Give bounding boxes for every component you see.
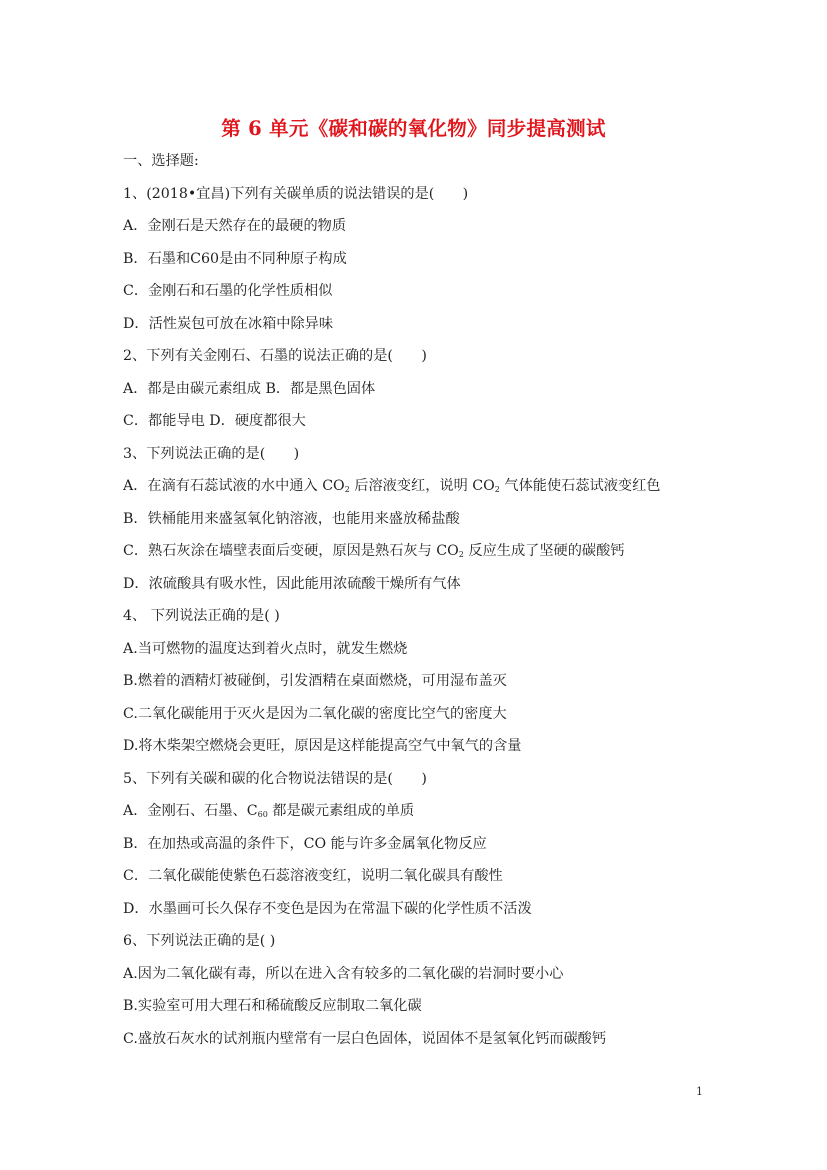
question-4-option-d: D.将木柴架空燃烧会更旺，原因是这样能提高空气中氧气的含量: [123, 738, 522, 754]
page-number: 1: [696, 1085, 703, 1098]
subscript: 2: [458, 550, 464, 559]
question-1-option-c: C．金刚石和石墨的化学性质相似: [123, 283, 333, 299]
question-2-option-ab: A．都是由碳元素组成 B．都是黑色固体: [123, 381, 376, 397]
question-3-option-c: [123, 542, 624, 560]
question-5-option-d: D．水墨画可长久保存不变色是因为在常温下碳的化学性质不活泼: [123, 901, 532, 917]
question-4-option-a: A.当可燃物的温度达到着火点时，就发生燃烧: [123, 641, 408, 657]
text-segment: A．金刚石、石墨、C: [123, 803, 258, 819]
question-4-stem: 4、 下列说法正确的是( ): [123, 608, 280, 624]
text-segment: C．熟石灰涂在墙壁表面后变硬，原因是熟石灰与 CO: [123, 543, 459, 559]
document-title: 第 6 单元《碳和碳的氧化物》同步提高测试: [221, 117, 606, 140]
text-segment: 都是碳元素组成的单质: [267, 803, 415, 819]
question-5-option-c: C．二氧化碳能使紫色石蕊溶液变红，说明二氧化碳具有酸性: [123, 868, 503, 884]
text-segment: 后溶液变红，说明 CO: [349, 478, 495, 494]
question-1-stem: 1、(2018•宜昌)下列有关碳单质的说法错误的是( ): [123, 186, 469, 202]
question-2-stem: 2、下列有关金刚石、石墨的说法正确的是( ): [123, 348, 427, 364]
question-3-option-b: B．铁桶能用来盛氢氧化钠溶液，也能用来盛放稀盐酸: [123, 511, 460, 527]
text-segment: 气体能使石蕊试液变红色: [499, 478, 661, 494]
question-4-option-b: B.燃着的酒精灯被碰倒，引发酒精在桌面燃烧，可用湿布盖灭: [123, 673, 507, 689]
question-6-stem: 6、下列说法正确的是( ): [123, 933, 276, 949]
section-heading: 一、选择题:: [123, 153, 199, 169]
question-3-stem: 3、下列说法正确的是( ): [123, 446, 300, 462]
question-3-option-a: [123, 477, 660, 495]
text-segment: 反应生成了坚硬的碳酸钙: [463, 543, 625, 559]
subscript: 2: [344, 485, 350, 494]
question-5-option-b: B．在加热或高温的条件下，CO 能与许多金属氧化物反应: [123, 836, 487, 852]
subscript: 2: [494, 485, 500, 494]
question-1-option-b: B．石墨和C60是由不同种原子构成: [123, 251, 347, 267]
question-6-option-a: A.因为二氧化碳有毒，所以在进入含有较多的二氧化碳的岩洞时要小心: [123, 966, 564, 982]
question-2-option-cd: C．都能导电 D．硬度都很大: [123, 413, 306, 429]
question-6-option-c: C.盛放石灰水的试剂瓶内壁常有一层白色固体，说固体不是氢氧化钙而碳酸钙: [123, 1031, 607, 1047]
question-6-option-b: B.实验室可用大理石和稀硫酸反应制取二氧化碳: [123, 998, 422, 1014]
text-segment: A．在滴有石蕊试液的水中通入 CO: [123, 478, 345, 494]
question-3-option-d: D．浓硫酸具有吸水性，因此能用浓硫酸干燥所有气体: [123, 576, 461, 592]
question-1-option-d: D．活性炭包可放在冰箱中除异味: [123, 316, 334, 332]
question-5-option-a: [123, 802, 414, 820]
subscript: 60: [257, 810, 268, 819]
question-5-stem: 5、下列有关碳和碳的化合物说法错误的是( ): [123, 771, 427, 787]
question-4-option-c: C.二氧化碳能用于灭火是因为二氧化碳的密度比空气的密度大: [123, 706, 507, 722]
question-1-option-a: A．金刚石是天然存在的最硬的物质: [123, 218, 347, 234]
